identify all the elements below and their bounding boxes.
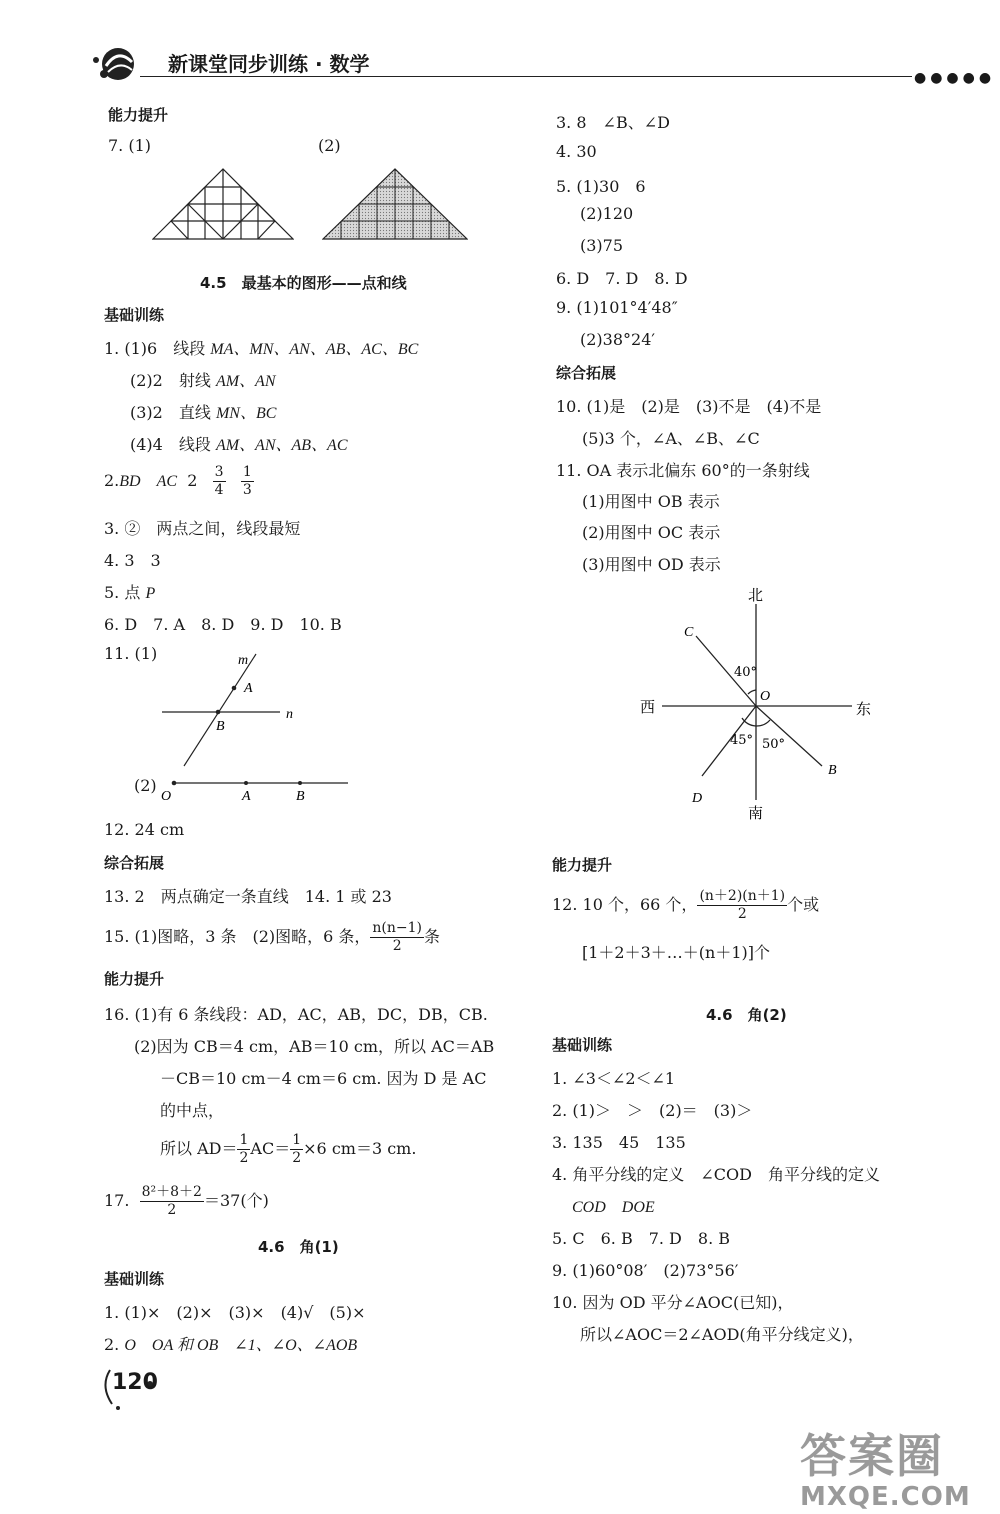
answer-line: 15. (1)图略，3 条 (2)图略，6 条， $\frac{n(n-1)}{2}$ 条 <box>104 920 441 954</box>
fraction: $\frac{1}{2}$ <box>292 1132 302 1166</box>
answer-line: 6. D 7. A 8. D 9. D 10. B <box>104 615 342 634</box>
direction-south: 南 <box>748 804 764 822</box>
point-O: O <box>760 689 771 704</box>
answer-line: 1. (1)6 线段 MA、MN、AN、AB、AC、BC <box>104 339 419 358</box>
answer-line: 2. (1)＞ ＞ (2)＝ (3)＞ <box>552 1101 753 1120</box>
section-heading: 能力提升 <box>104 970 165 988</box>
ray-figure <box>158 774 352 804</box>
answer-line: (3)用图中 OD 表示 <box>582 555 721 574</box>
angle-45: 45° <box>730 733 754 748</box>
answer-line: 2.BD AC 2 $\frac{3}{4}$ $\frac{1}{3}$ <box>104 464 252 498</box>
header-title: 新课堂同步训练 · 数学 <box>168 52 370 76</box>
fraction: $\frac{n(n-1)}{2}$ <box>372 920 423 954</box>
answer-line: (2) <box>318 136 341 155</box>
answer-line: 5. 点 P <box>104 583 156 602</box>
label-A: A <box>244 681 253 696</box>
section-heading: 能力提升 <box>108 106 169 124</box>
answer-line: (1)用图中 OB 表示 <box>582 492 720 511</box>
answer-line: 2. O OA 和 OB ∠1、∠O、∠AOB <box>104 1335 358 1354</box>
answer-line: 6. D 7. D 8. D <box>556 269 688 288</box>
line-intersection-figure <box>158 648 318 768</box>
answer-line: (3)2 直线 MN、BC <box>130 403 277 422</box>
header-dots: ●●●●● <box>914 70 996 86</box>
answer-line: (2)2 射线 AM、AN <box>130 371 276 390</box>
answer-line: 3. ② 两点之间，线段最短 <box>104 519 301 538</box>
watermark-logo <box>800 1420 971 1512</box>
section-heading: 基础训练 <box>104 1270 165 1288</box>
page-number-badge <box>98 1364 158 1408</box>
label-B: B <box>216 719 225 734</box>
answer-line: 的中点， <box>160 1101 225 1120</box>
answer-line: 11. (1) <box>104 644 158 663</box>
answer-line: 7. (1) <box>108 136 152 155</box>
section-title: 4.6 角(1) <box>258 1238 339 1256</box>
answer-line: 所以 AD＝ $\frac{1}{2}$ AC＝ $\frac{1}{2}$ ×6 cm＝3 cm. <box>160 1132 417 1166</box>
direction-west: 西 <box>640 698 656 716</box>
fraction: $\frac{1}{3}$ <box>242 464 252 498</box>
answer-line: －CB＝10 cm－4 cm＝6 cm. 因为 D 是 AC <box>160 1069 487 1088</box>
answer-line: 17. $\frac{\text{8²＋8＋2}}{2}$ ＝37(个) <box>104 1184 269 1218</box>
section-title: 4.6 角(2) <box>706 1006 787 1024</box>
answer-line: 1. ∠3＜∠2＜∠1 <box>552 1069 676 1088</box>
direction-east: 东 <box>856 700 872 718</box>
fraction: $\frac{1}{2}$ <box>239 1132 249 1166</box>
answer-line: [1＋2＋3＋…＋(n＋1)]个 <box>582 943 770 962</box>
triangle-grid-figure-1 <box>152 166 294 242</box>
answer-line: 10. 因为 OD 平分∠AOC(已知)， <box>552 1293 794 1312</box>
answer-line: (3)75 <box>580 236 624 255</box>
answer-line: 4. 30 <box>556 142 597 161</box>
answer-line: (2) <box>134 776 157 795</box>
compass-figure <box>630 582 880 828</box>
logo-icon <box>88 40 148 84</box>
answer-line: (2)38°24′ <box>580 330 656 349</box>
answer-line: 3. 8 ∠B、∠D <box>556 113 670 132</box>
angle-50: 50° <box>762 737 786 752</box>
answer-line: 9. (1)60°08′ (2)73°56′ <box>552 1261 739 1280</box>
answer-line: 5. C 6. B 7. D 8. B <box>552 1229 730 1248</box>
label-B: B <box>296 789 305 804</box>
point-B: B <box>828 763 837 778</box>
answer-line: (2)用图中 OC 表示 <box>582 523 721 542</box>
fraction: $\frac{3}{4}$ <box>214 464 224 498</box>
answer-line: 12. 24 cm <box>104 820 185 839</box>
watermark-text: 答案圈 <box>800 1429 944 1483</box>
answer-line: 1. (1)× (2)× (3)× (4)√ (5)× <box>104 1303 366 1322</box>
answer-line: 所以∠AOC＝2∠AOD(角平分线定义)， <box>580 1325 864 1344</box>
label-A: A <box>242 789 251 804</box>
answer-line: (2)因为 CB＝4 cm，AB＝10 cm，所以 AC＝AB <box>134 1037 495 1056</box>
answer-line: 9. (1)101°4′48″ <box>556 298 678 317</box>
fraction: $\frac{\text{8²＋8＋2}}{2}$ <box>141 1184 202 1218</box>
watermark-url: MXQE.COM <box>800 1482 971 1512</box>
label-m: m <box>238 653 249 668</box>
answer-line: 11. OA 表示北偏东 60°的一条射线 <box>556 461 810 480</box>
section-heading: 基础训练 <box>552 1036 613 1054</box>
section-heading: 综合拓展 <box>104 854 165 872</box>
answer-line: 4. 3 3 <box>104 551 161 570</box>
answer-line: 12. 10 个，66 个， $\frac{(n+2)(n+1)}{2}$ 个或 <box>552 888 820 922</box>
page-number: 120 <box>112 1370 158 1395</box>
answer-line: COD DOE <box>572 1199 655 1216</box>
answer-line: 3. 135 45 135 <box>552 1133 686 1152</box>
header-logo <box>88 40 148 84</box>
label-O: O <box>161 789 172 804</box>
answer-line: 10. (1)是 (2)是 (3)不是 (4)不是 <box>556 397 822 416</box>
point-D: D <box>692 791 703 806</box>
section-heading: 能力提升 <box>552 856 613 874</box>
answer-line: (2)120 <box>580 204 634 223</box>
direction-north: 北 <box>748 586 764 604</box>
label-n: n <box>286 707 293 722</box>
point-C: C <box>684 625 694 640</box>
answer-line: 13. 2 两点确定一条直线 14. 1 或 23 <box>104 887 392 906</box>
answer-line: 16. (1)有 6 条线段：AD，AC，AB，DC，DB，CB. <box>104 1005 488 1024</box>
answer-line: 4. 角平分线的定义 ∠COD 角平分线的定义 <box>552 1165 880 1184</box>
section-heading: 综合拓展 <box>556 364 617 382</box>
header-rule <box>140 76 912 77</box>
fraction: $\frac{(n+2)(n+1)}{2}$ <box>699 888 786 922</box>
section-title: 4.5 最基本的图形——点和线 <box>200 274 407 292</box>
angle-40: 40° <box>734 665 758 680</box>
answer-line: (4)4 线段 AM、AN、AB、AC <box>130 435 348 454</box>
answer-line: (5)3 个，∠A、∠B、∠C <box>582 429 760 448</box>
answer-line: 5. (1)30 6 <box>556 177 646 196</box>
section-heading: 基础训练 <box>104 306 165 324</box>
triangle-grid-figure-2 <box>322 166 468 242</box>
